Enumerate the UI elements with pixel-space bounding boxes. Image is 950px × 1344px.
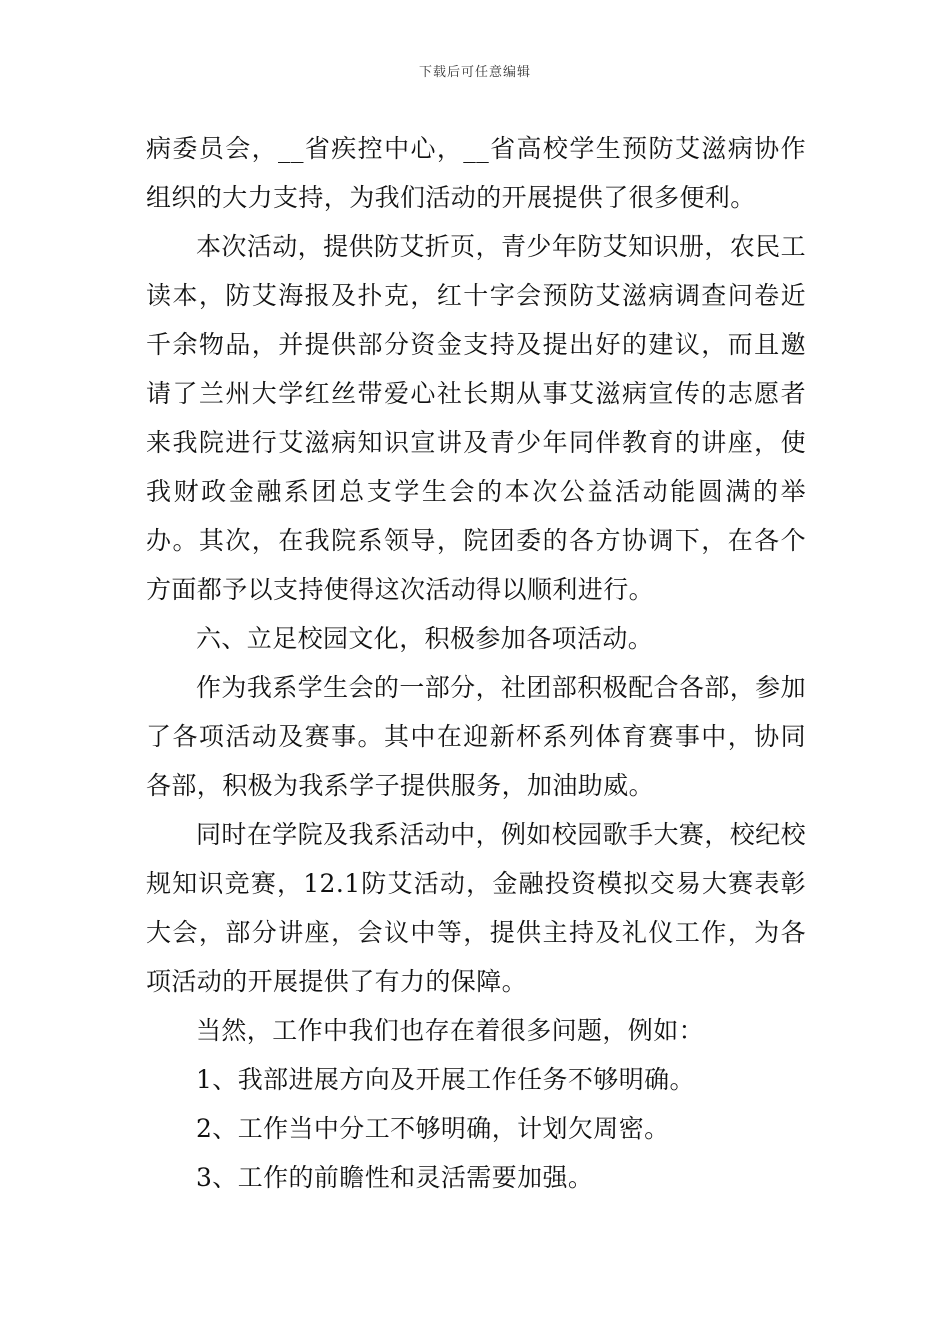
paragraph-club-department: 作为我系学生会的一部分，社团部积极配合各部，参加了各项活动及赛事。其中在迎新杯系列体育赛事中，协同各部，积极为我系学子提供服务，加油助威。 [146,673,806,800]
paragraph-activity-materials: 本次活动，提供防艾折页，青少年防艾知识册，农民工读本，防艾海报及扑克，红十字会预防艾滋病调查问卷近千余物品，并提供部分资金支持及提出好的建议，而且邀请了兰州大学红丝带爱心社长期从事艾滋病宣传的志愿者来我院进行艾滋病知识宣讲及青少年同伴教育的讲座，使我财政金融系团总支学生会的本次公益活动能圆满的举办。其次，在我院系领导，院团委的各方协调下，在各个方面都予以支持使得这次活动得以顺利进行。 [146,232,806,604]
list-item-problem-1: 1、我部进展方向及开展工作任务不够明确。 [196,1065,695,1094]
document-body [146,124,806,1202]
list-item-problem-2: 2、工作当中分工不够明确，计划欠周密。 [196,1114,670,1143]
paragraph-problems-intro: 当然，工作中我们也存在着很多问题，例如： [196,1016,705,1045]
page-header: 下载后可任意编辑 [418,65,531,80]
paragraph-section-six-heading: 六、立足校园文化，积极参加各项活动。 [196,624,654,653]
paragraph-support-thanks: 病委员会，__省疾控中心，__省高校学生预防艾滋病协作组织的大力支持，为我们活动的开展提供了很多便利。 [146,134,806,212]
paragraph-college-activities: 同时在学院及我系活动中，例如校园歌手大赛，校纪校规知识竞赛，12.1防艾活动，金融投资模拟交易大赛表彰大会，部分讲座，会议中等，提供主持及礼仪工作，为各项活动的开展提供了有力的保障。 [146,820,806,996]
list-item-problem-3: 3、工作的前瞻性和灵活需要加强。 [196,1163,594,1192]
